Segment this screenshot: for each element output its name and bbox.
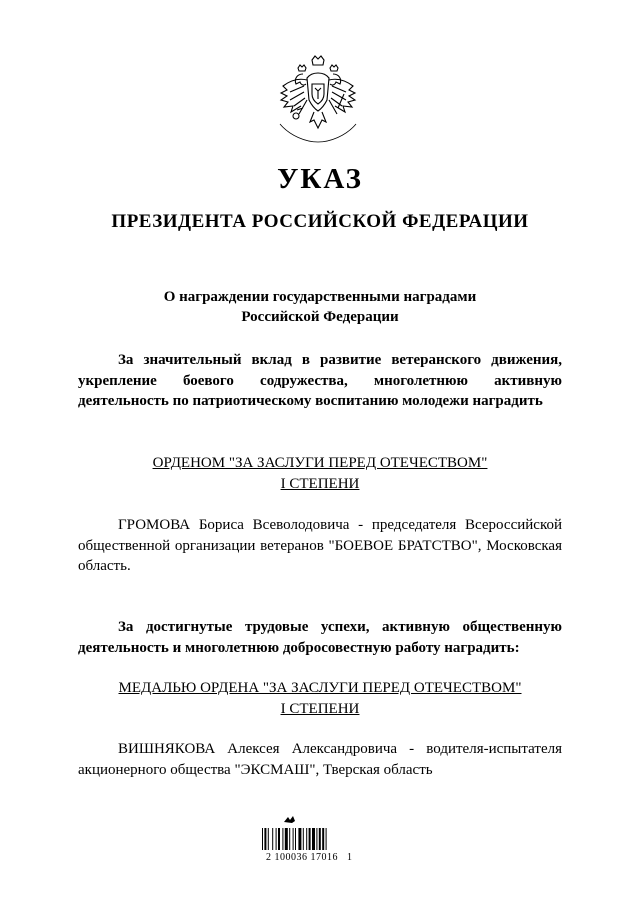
- coat-of-arms-icon: [276, 54, 360, 146]
- section2-award: [0, 678, 640, 719]
- subject-line-2: Российской Федерации: [241, 309, 399, 325]
- section1-award-line-1: ОРДЕНОМ "ЗА ЗАСЛУГИ ПЕРЕД ОТЕЧЕСТВОМ": [152, 455, 488, 471]
- document-title: УКАЗ: [277, 163, 363, 195]
- section2-award-line-2: I СТЕПЕНИ: [280, 700, 360, 717]
- section2-intro: За достигнутые трудовые успехи, активную общественную деятельность и многолетнюю добросовестную работу наградить:: [78, 619, 562, 656]
- section2-recipient: ВИШНЯКОВА Алексея Александровича - водителя-испытателя акционерного общества "ЭКСМАШ", Тверская область: [78, 741, 562, 778]
- document-subtitle: ПРЕЗИДЕНТА РОССИЙСКОЙ ФЕДЕРАЦИИ: [111, 211, 529, 232]
- barcode-number: 2 100036 17016 1: [266, 852, 353, 863]
- section1-recipient: ГРОМОВА Бориса Всеволодовича - председателя Всероссийской общественной организации ветеранов "БОЕВОЕ БРАТСТВО", Московская область.: [78, 517, 562, 574]
- section1-award-line-2: I СТЕПЕНИ: [280, 475, 360, 492]
- section2-award-line-1: МЕДАЛЬЮ ОРДЕНА "ЗА ЗАСЛУГИ ПЕРЕД ОТЕЧЕСТВОМ": [118, 680, 522, 696]
- decree-subject: [0, 287, 640, 327]
- subject-line-1: О награждении государственными наградами: [163, 289, 477, 305]
- section1-award: [0, 453, 640, 494]
- section1-intro: За значительный вклад в развитие ветеранского движения, укрепление боевого содружества, многолетнюю активную деятельность по патриотическому воспитанию молодежи наградить: [78, 352, 562, 409]
